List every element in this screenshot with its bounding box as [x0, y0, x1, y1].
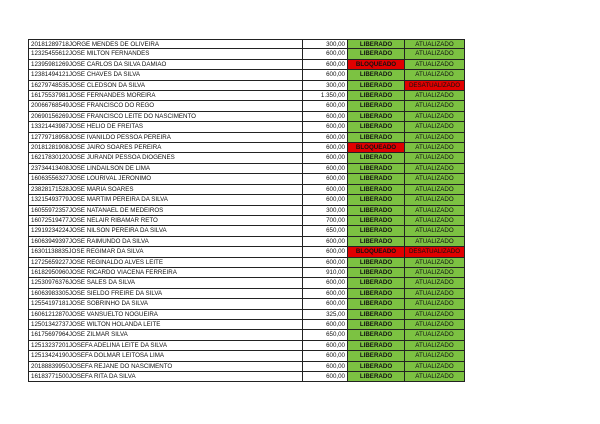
table-row	[28, 226, 465, 236]
id-text: 20181281908	[31, 144, 69, 152]
id-text: 16301138835	[31, 248, 69, 256]
name-text: JOSE MARTIM PEREIRA DA SILVA	[68, 196, 168, 204]
status-badge: LIBERADO	[348, 299, 405, 309]
name-text: JOSE HELIO DE FREITAS	[68, 123, 144, 131]
name-text: JOSE FERNANDES MOREIRA	[68, 92, 156, 100]
name-text: JOSE CARLOS DA SILVA DAMIAO	[68, 60, 167, 68]
status-badge: LIBERADO	[348, 320, 405, 330]
value-cell: 600,00	[303, 122, 348, 132]
value-cell: 600,00	[303, 174, 348, 184]
id-name-cell	[28, 310, 303, 320]
status-badge: LIBERADO	[348, 289, 405, 299]
value-cell: 600,00	[303, 351, 348, 361]
id-text: 12513237201	[31, 341, 69, 349]
status-badge: LIBERADO	[348, 258, 405, 268]
name-text: JOSE CHAVES DA SILVA	[68, 71, 141, 79]
id-name-cell	[28, 153, 303, 163]
name-text: JOSE LOURIVAL JERONIMO	[68, 175, 152, 183]
value-cell: 910,00	[303, 268, 348, 278]
update-status-cell: ATUALIZADO	[405, 174, 465, 184]
id-name-cell	[28, 226, 303, 236]
name-text: JOSE NILSON PEREIRA DA SILVA	[68, 227, 167, 235]
table-row	[28, 122, 465, 132]
update-status-cell: ATUALIZADO	[405, 206, 465, 216]
table-row	[28, 153, 465, 163]
table-row	[28, 81, 465, 91]
id-text: 16182950960	[31, 268, 69, 276]
value-cell: 600,00	[303, 237, 348, 247]
update-status-cell: DESATUALIZADO	[405, 247, 465, 257]
table-row	[28, 101, 465, 111]
value-cell: 300,00	[303, 39, 348, 49]
value-cell: 600,00	[303, 372, 348, 382]
name-text: JOSE ZILMAR SILVA	[68, 331, 128, 339]
id-name-cell	[28, 330, 303, 340]
update-status-cell: ATUALIZADO	[405, 258, 465, 268]
table-row	[28, 216, 465, 226]
name-text: JOSE FRANCISCO DO REGO	[68, 102, 155, 110]
status-badge: BLOQUEADO	[348, 247, 405, 257]
id-text: 16175537981	[31, 92, 69, 100]
name-text: JOSEFA RITA DA SILVA	[68, 373, 136, 380]
name-text: JOSE LINDAILSON DE LIMA	[68, 164, 151, 172]
table-row	[28, 112, 465, 122]
table-row	[28, 206, 465, 216]
id-text: 16061212870	[31, 310, 69, 318]
value-cell: 600,00	[303, 247, 348, 257]
id-name-cell	[28, 320, 303, 330]
id-name-cell	[28, 164, 303, 174]
id-text: 16063949397	[31, 237, 69, 245]
value-cell: 600,00	[303, 70, 348, 80]
value-cell: 600,00	[303, 164, 348, 174]
id-name-cell	[28, 81, 303, 91]
table-row	[28, 70, 465, 80]
value-cell: 325,00	[303, 310, 348, 320]
name-text: JOSE JURANDI PESSOA DIOGENES	[68, 154, 175, 162]
status-badge: LIBERADO	[348, 268, 405, 278]
name-text: JOSE RAIMUNDO DA SILVA	[68, 237, 149, 245]
update-status-cell: ATUALIZADO	[405, 310, 465, 320]
table-row	[28, 164, 465, 174]
table-row	[28, 60, 465, 70]
update-status-cell: ATUALIZADO	[405, 237, 465, 247]
update-status-cell: ATUALIZADO	[405, 278, 465, 288]
table-row	[28, 237, 465, 247]
id-text: 12919234224	[31, 227, 69, 235]
value-cell: 650,00	[303, 330, 348, 340]
update-status-cell: ATUALIZADO	[405, 164, 465, 174]
status-badge: LIBERADO	[348, 49, 405, 59]
id-text: 12725659227	[31, 258, 69, 266]
id-text: 12381494121	[31, 71, 69, 79]
status-badge: LIBERADO	[348, 216, 405, 226]
name-text: JOSE REGIMAR DA SILVA	[68, 248, 144, 256]
id-text: 16279748535	[31, 81, 69, 89]
id-name-cell	[28, 372, 303, 382]
value-cell: 600,00	[303, 143, 348, 153]
id-text: 16183771500	[31, 373, 69, 380]
update-status-cell: ATUALIZADO	[405, 185, 465, 195]
id-text: 23734413408	[31, 164, 69, 172]
update-status-cell: ATUALIZADO	[405, 143, 465, 153]
status-badge: LIBERADO	[348, 341, 405, 351]
id-text: 13215493779	[31, 196, 69, 204]
name-text: JOSE NELAIR RIBAMAR RETO	[68, 216, 158, 224]
update-status-cell: ATUALIZADO	[405, 372, 465, 382]
id-text: 16175697964	[31, 331, 69, 339]
update-status-cell: ATUALIZADO	[405, 351, 465, 361]
status-badge: LIBERADO	[348, 133, 405, 143]
id-name-cell	[28, 289, 303, 299]
status-badge: LIBERADO	[348, 372, 405, 382]
value-cell: 650,00	[303, 226, 348, 236]
id-text: 12501342737	[31, 320, 69, 328]
id-name-cell	[28, 70, 303, 80]
value-cell: 600,00	[303, 258, 348, 268]
table-row	[28, 49, 465, 59]
value-cell: 600,00	[303, 133, 348, 143]
value-cell: 700,00	[303, 216, 348, 226]
id-text: 16063556327	[31, 175, 69, 183]
update-status-cell: ATUALIZADO	[405, 268, 465, 278]
value-cell: 600,00	[303, 60, 348, 70]
value-cell: 600,00	[303, 362, 348, 372]
id-text: 16063983305	[31, 289, 69, 297]
name-text: JOSEFA ADELINA LEITE DA SILVA	[68, 341, 167, 349]
table-row	[28, 351, 465, 361]
status-badge: LIBERADO	[348, 237, 405, 247]
update-status-cell: ATUALIZADO	[405, 70, 465, 80]
table-row	[28, 133, 465, 143]
table-row	[28, 299, 465, 309]
update-status-cell: ATUALIZADO	[405, 153, 465, 163]
value-cell: 600,00	[303, 153, 348, 163]
value-cell: 600,00	[303, 299, 348, 309]
table-row	[28, 330, 465, 340]
id-name-cell	[28, 237, 303, 247]
id-name-cell	[28, 91, 303, 101]
id-name-cell	[28, 143, 303, 153]
status-badge: LIBERADO	[348, 330, 405, 340]
name-text: JOSE MARIA SOARES	[68, 185, 134, 193]
id-text: 12513424190	[31, 352, 69, 360]
name-text: JOSE NATANAEL DE MEDEIROS	[68, 206, 164, 214]
update-status-cell: ATUALIZADO	[405, 112, 465, 122]
id-name-cell	[28, 39, 303, 49]
name-text: JOSE SALES DA SILVA	[68, 279, 136, 287]
id-text: 16072519477	[31, 216, 69, 224]
table-row	[28, 268, 465, 278]
table-row	[28, 341, 465, 351]
name-text: JOSE MILTON FERNANDES	[68, 50, 150, 58]
update-status-cell: ATUALIZADO	[405, 216, 465, 226]
status-badge: LIBERADO	[348, 226, 405, 236]
update-status-cell: ATUALIZADO	[405, 39, 465, 49]
id-name-cell	[28, 278, 303, 288]
update-status-cell: ATUALIZADO	[405, 341, 465, 351]
update-status-cell: ATUALIZADO	[405, 289, 465, 299]
update-status-cell: ATUALIZADO	[405, 122, 465, 132]
update-status-cell: ATUALIZADO	[405, 60, 465, 70]
update-status-cell: ATUALIZADO	[405, 91, 465, 101]
table-row	[28, 310, 465, 320]
id-name-cell	[28, 216, 303, 226]
update-status-cell: ATUALIZADO	[405, 195, 465, 205]
value-cell: 600,00	[303, 185, 348, 195]
id-name-cell	[28, 185, 303, 195]
value-cell: 600,00	[303, 341, 348, 351]
value-cell: 600,00	[303, 49, 348, 59]
table-row	[28, 195, 465, 205]
id-text: 16217830120	[31, 154, 69, 162]
name-text: JOSE IVANILDO PESSOA PEREIRA	[68, 133, 171, 141]
name-text: JOSE SOBRINHO DA SILVA	[68, 300, 149, 308]
id-name-cell	[28, 258, 303, 268]
status-badge: BLOQUEADO	[348, 60, 405, 70]
status-badge: LIBERADO	[348, 362, 405, 372]
value-cell: 300,00	[303, 206, 348, 216]
status-badge: LIBERADO	[348, 112, 405, 122]
id-name-cell	[28, 195, 303, 205]
id-name-cell	[28, 351, 303, 361]
id-text: 13321443987	[31, 123, 69, 131]
update-status-cell: ATUALIZADO	[405, 299, 465, 309]
update-status-cell: ATUALIZADO	[405, 362, 465, 372]
value-cell: 600,00	[303, 289, 348, 299]
name-text: JORGE MENDES DE OLIVEIRA	[68, 41, 159, 48]
id-name-cell	[28, 101, 303, 111]
id-text: 12325455612	[31, 50, 69, 58]
id-name-cell	[28, 49, 303, 59]
status-badge: LIBERADO	[348, 174, 405, 184]
table-row	[28, 258, 465, 268]
name-text: JOSE RICARDO VIACENA FERREIRA	[68, 268, 177, 276]
value-cell: 300,00	[303, 81, 348, 91]
id-name-cell	[28, 247, 303, 257]
status-badge: LIBERADO	[348, 278, 405, 288]
name-text: JOSE REGINALDO ALVES LEITE	[68, 258, 163, 266]
status-badge: LIBERADO	[348, 81, 405, 91]
status-badge: LIBERADO	[348, 351, 405, 361]
table-row	[28, 39, 465, 49]
id-text: 20188839950	[31, 362, 69, 370]
name-text: JOSE CLEDSON DA SILVA	[68, 81, 145, 89]
table-row	[28, 91, 465, 101]
status-badge: BLOQUEADO	[348, 143, 405, 153]
value-cell: 600,00	[303, 320, 348, 330]
id-name-cell	[28, 362, 303, 372]
id-name-cell	[28, 133, 303, 143]
id-name-cell	[28, 122, 303, 132]
update-status-cell: ATUALIZADO	[405, 49, 465, 59]
update-status-cell: DESATUALIZADO	[405, 81, 465, 91]
update-status-cell: ATUALIZADO	[405, 320, 465, 330]
id-name-cell	[28, 206, 303, 216]
update-status-cell: ATUALIZADO	[405, 330, 465, 340]
status-badge: LIBERADO	[348, 153, 405, 163]
name-text: JOSE WILTON HOLANDA LEITE	[68, 320, 161, 328]
id-name-cell	[28, 174, 303, 184]
table-row	[28, 289, 465, 299]
id-text: 16055972357	[31, 206, 69, 214]
id-name-cell	[28, 299, 303, 309]
update-status-cell: ATUALIZADO	[405, 133, 465, 143]
update-status-cell: ATUALIZADO	[405, 226, 465, 236]
status-badge: LIBERADO	[348, 101, 405, 111]
id-text: 23828171528	[31, 185, 69, 193]
status-badge: LIBERADO	[348, 122, 405, 132]
status-badge: LIBERADO	[348, 310, 405, 320]
id-text: 20690156269	[31, 112, 69, 120]
id-text: 20066768549	[31, 102, 69, 110]
id-text: 12530976376	[31, 279, 69, 287]
status-badge: LIBERADO	[348, 39, 405, 49]
value-cell: 600,00	[303, 101, 348, 111]
id-name-cell	[28, 341, 303, 351]
name-text: JOSEFA REJANE DO NASCIMENTO	[68, 362, 173, 370]
value-cell: 1.350,00	[303, 91, 348, 101]
value-cell: 600,00	[303, 278, 348, 288]
id-text: 20181289718	[31, 41, 69, 48]
id-name-cell	[28, 268, 303, 278]
status-badge: LIBERADO	[348, 70, 405, 80]
table-row	[28, 143, 465, 153]
name-text: JOSEFA DOLMAR LEITOSA LIMA	[68, 352, 164, 360]
table-row	[28, 185, 465, 195]
table-row	[28, 362, 465, 372]
status-badge: LIBERADO	[348, 206, 405, 216]
table-row	[28, 247, 465, 257]
value-cell: 600,00	[303, 195, 348, 205]
name-text: JOSE FRANCISCO LEITE DO NASCIMENTO	[68, 112, 196, 120]
id-text: 12395981269	[31, 60, 69, 68]
status-badge: LIBERADO	[348, 195, 405, 205]
status-badge: LIBERADO	[348, 91, 405, 101]
value-cell: 600,00	[303, 112, 348, 122]
table-row	[28, 320, 465, 330]
status-badge: LIBERADO	[348, 185, 405, 195]
table-row	[28, 278, 465, 288]
id-text: 12554197181	[31, 300, 69, 308]
update-status-cell: ATUALIZADO	[405, 101, 465, 111]
name-text: JOSE JAIRO SOARES PEREIRA	[68, 144, 162, 152]
id-name-cell	[28, 112, 303, 122]
table-row	[28, 174, 465, 184]
name-text: JOSE SIELDO FREIRE DA SILVA	[68, 289, 163, 297]
spreadsheet-table	[28, 39, 465, 382]
id-text: 12779718958	[31, 133, 69, 141]
table-row	[28, 372, 465, 382]
id-name-cell	[28, 60, 303, 70]
name-text: JOSE VANSUELTO NOGUEIRA	[68, 310, 158, 318]
status-badge: LIBERADO	[348, 164, 405, 174]
